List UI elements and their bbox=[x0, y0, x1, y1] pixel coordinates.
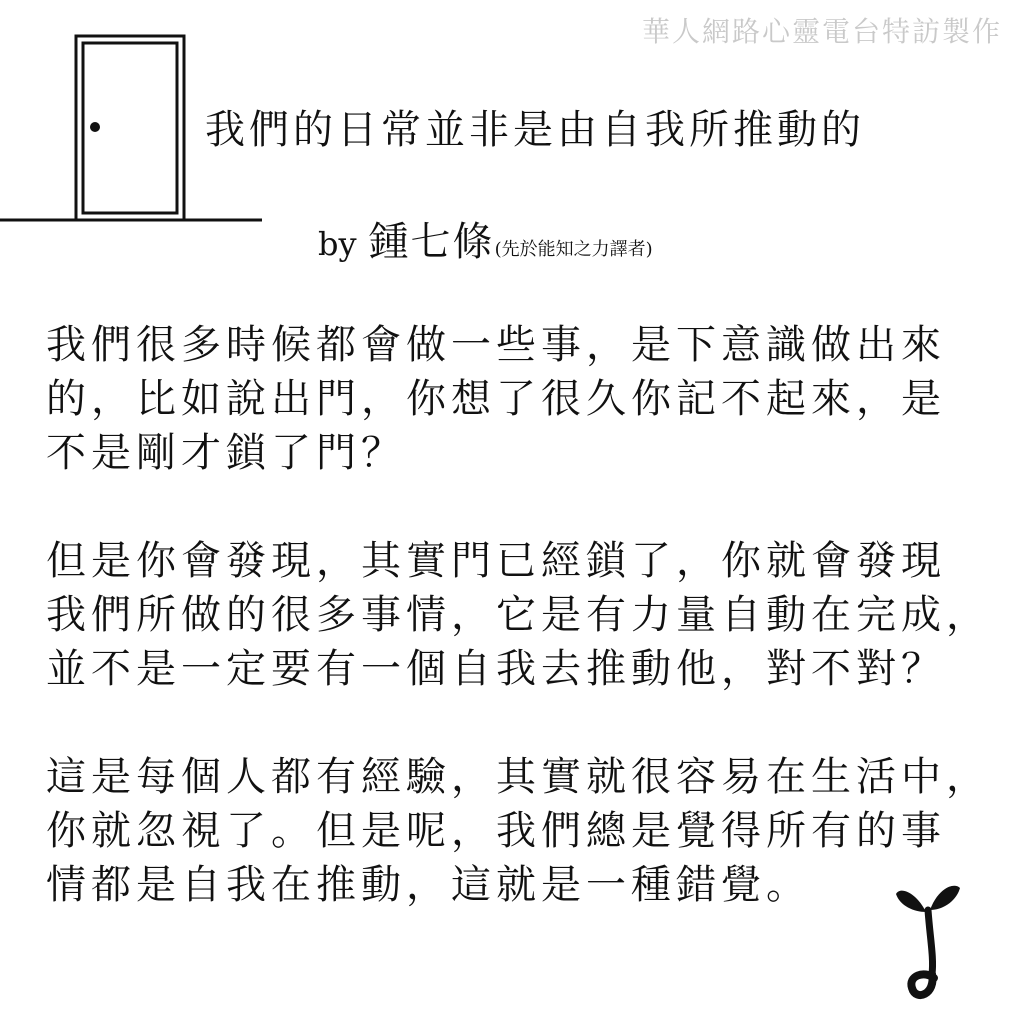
author-name: 鍾七條 bbox=[368, 219, 495, 265]
article-title: 我們的日常並非是由自我所推動的 bbox=[205, 107, 865, 153]
paragraph-line: 並不是一定要有一個自我去推動他，對不對？ bbox=[46, 646, 946, 692]
paragraph-line: 我們所做的很多事情，它是有力量自動在完成， bbox=[46, 592, 991, 638]
paragraph-line: 情都是自我在推動，這就是一種錯覺。 bbox=[46, 862, 811, 908]
paragraph-line: 這是每個人都有經驗，其實就很容易在生活中， bbox=[46, 754, 991, 800]
paragraph-line: 我們很多時候都會做一些事，是下意識做出來 bbox=[46, 322, 946, 368]
paragraph-line: 但是你會發現，其實門已經鎖了，你就會發現 bbox=[46, 538, 946, 584]
paragraph bbox=[46, 750, 1006, 912]
paragraph-line: 的，比如說出門，你想了很久你記不起來，是 bbox=[46, 376, 946, 422]
paragraph-line: 不是剛才鎖了門？ bbox=[46, 430, 406, 476]
paragraph bbox=[46, 318, 1006, 480]
watermark-text: 華人網路心靈電台特訪製作 bbox=[641, 15, 1002, 48]
byline bbox=[318, 210, 653, 267]
byline-by: by bbox=[318, 225, 357, 263]
author-role: (先於能知之力譯者) bbox=[494, 239, 653, 260]
paragraph bbox=[46, 534, 1006, 696]
sprout-icon bbox=[890, 878, 970, 1008]
paragraph-line: 你就忽視了。但是呢，我們總是覺得所有的事 bbox=[46, 808, 946, 854]
article-body bbox=[46, 318, 1006, 966]
